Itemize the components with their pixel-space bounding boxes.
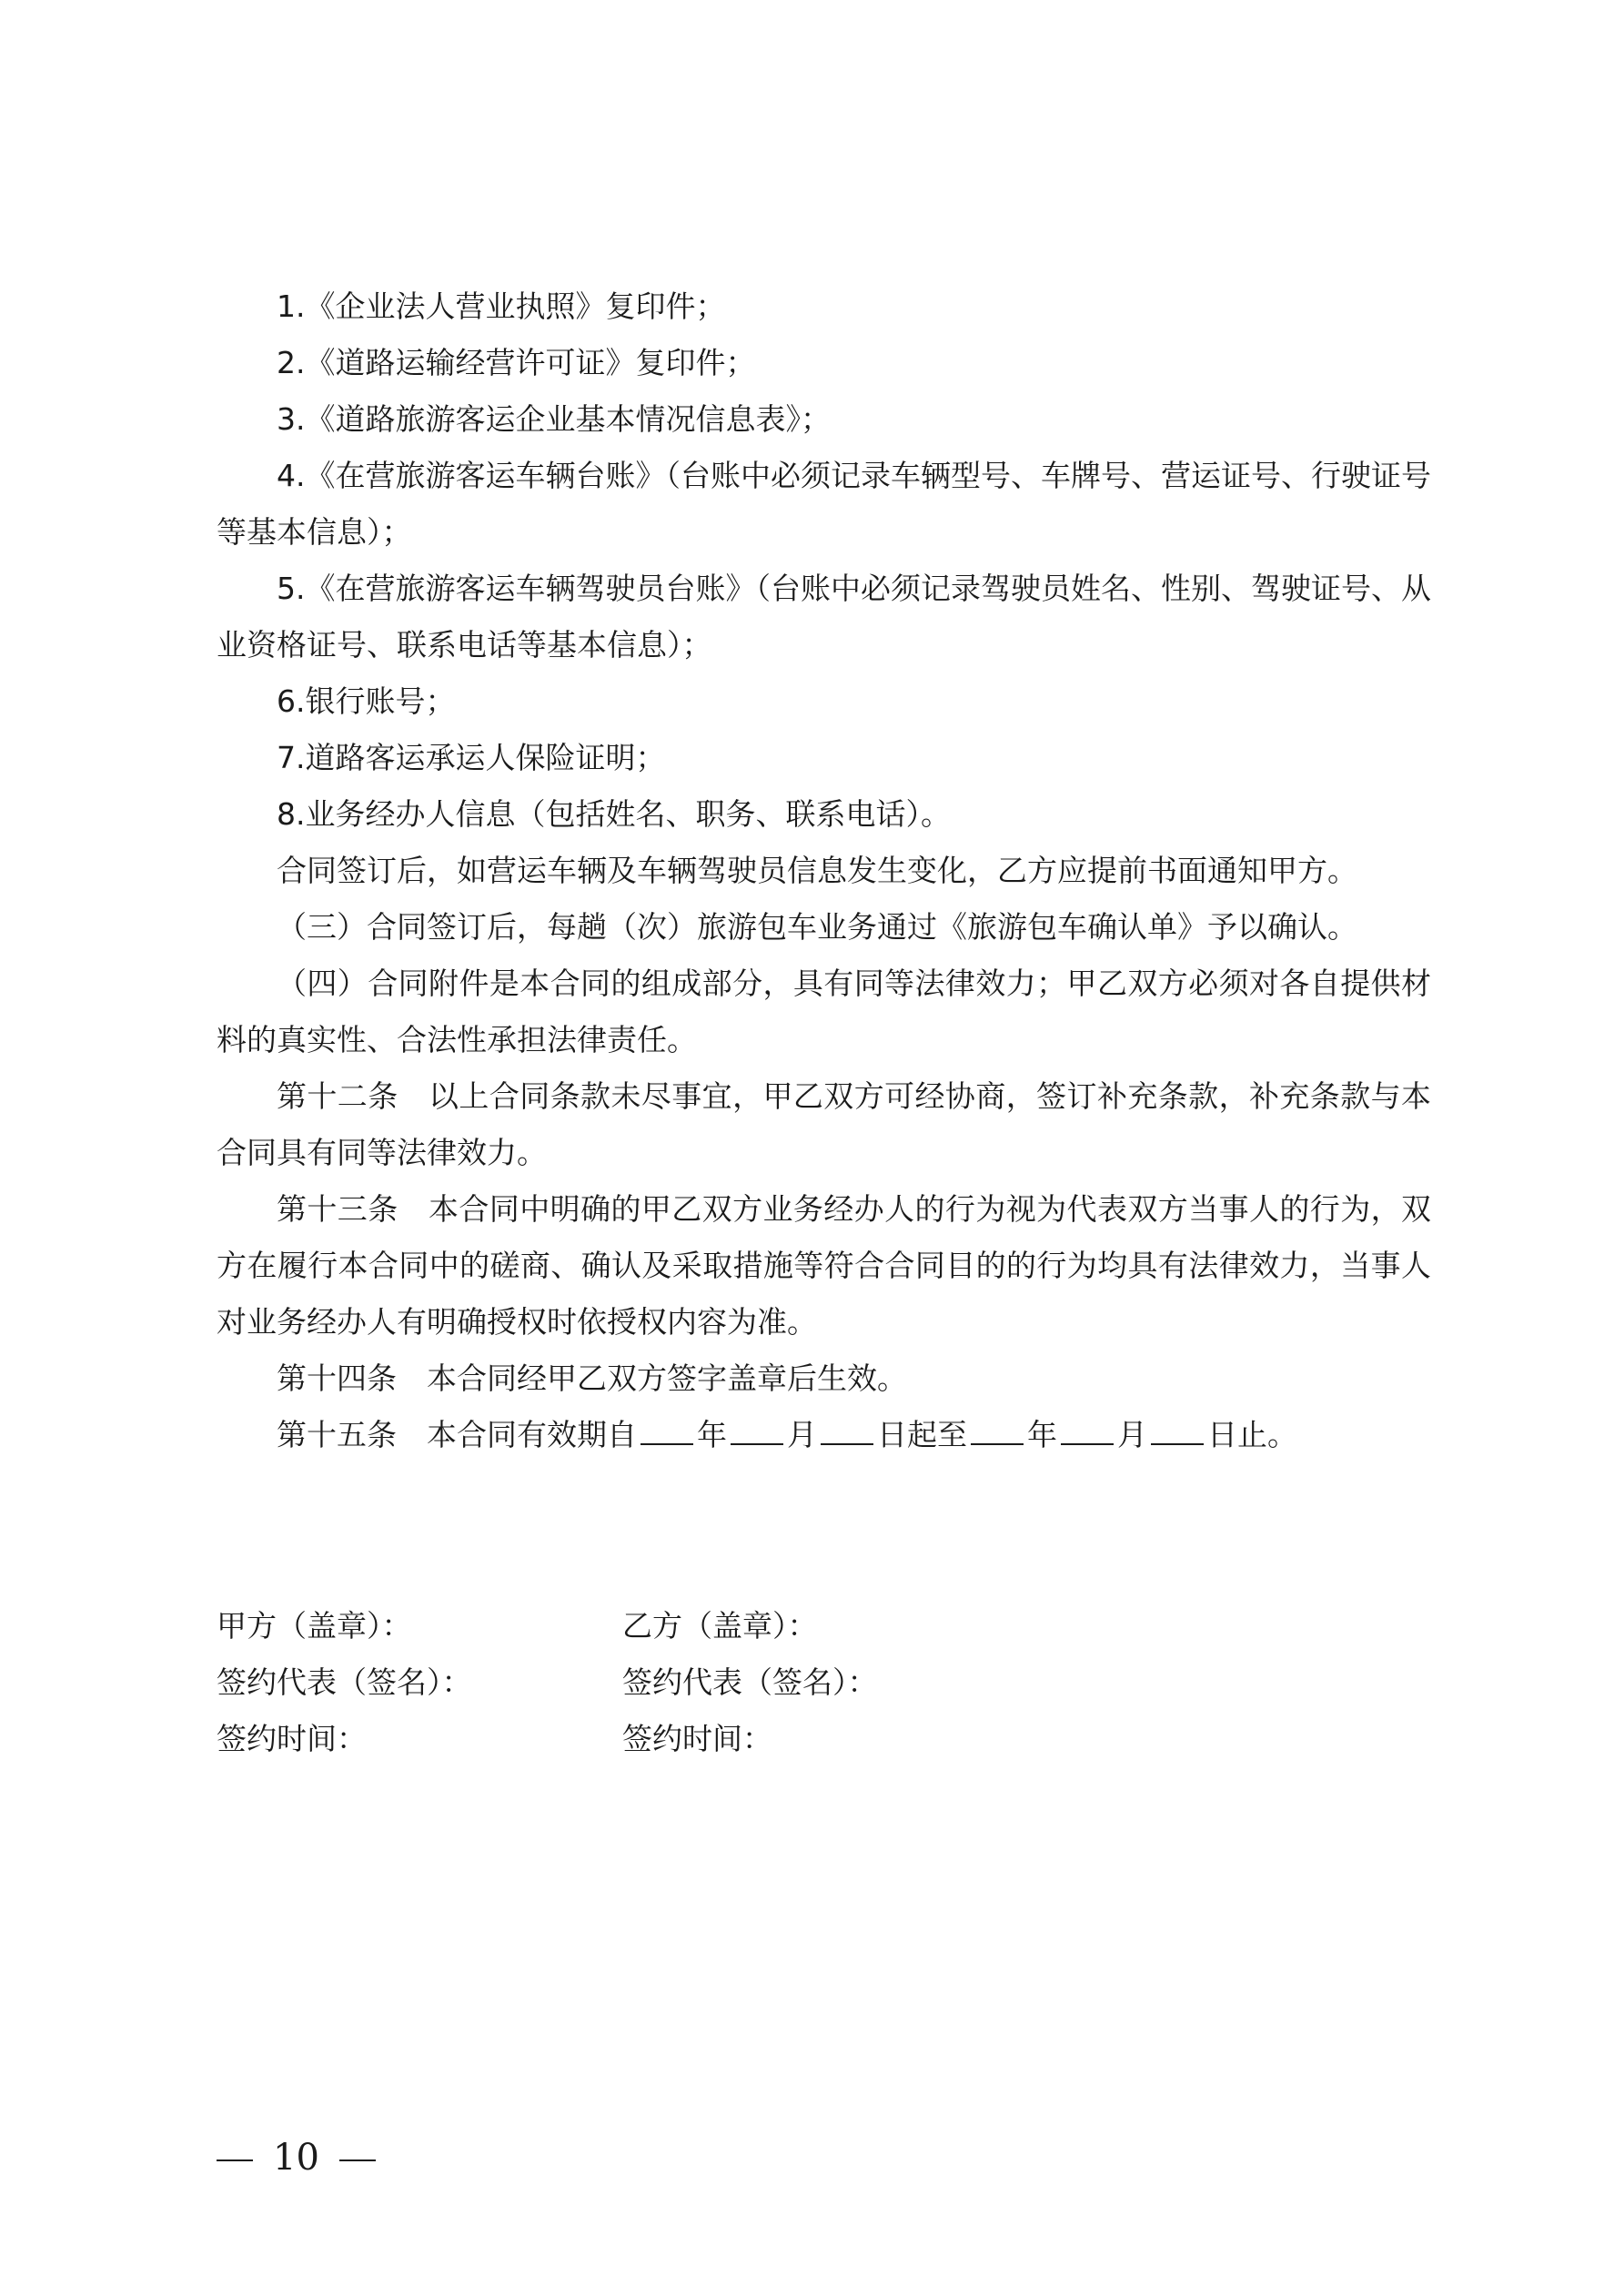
start-month-label: 月: [787, 1417, 817, 1452]
signature-block: [217, 1598, 1035, 1767]
page-number-footer: [217, 2137, 376, 2179]
end-month-blank: [1061, 1418, 1114, 1445]
end-year-blank: [971, 1418, 1024, 1445]
article-15: [217, 1407, 1431, 1463]
attachment-item-1: 1.《企业法人营业执照》复印件；: [277, 288, 726, 324]
end-day-blank: [1151, 1418, 1204, 1445]
party-b-time-label: 签约时间：: [622, 1721, 772, 1756]
article-14: 第十四条 本合同经甲乙双方签字盖章后生效。: [277, 1360, 907, 1396]
clause-section-4: （四）合同附件是本合同的组成部分，具有同等法律效力；甲乙双方必须对各自提供材料的真实性、合法性承担法律责任。: [217, 966, 1431, 1057]
attachment-item-6: 6.银行账号；: [277, 683, 456, 719]
start-month-blank: [731, 1418, 783, 1445]
seal-row: [217, 1598, 1035, 1654]
time-row: [217, 1711, 1035, 1767]
start-year-blank: [641, 1418, 693, 1445]
attachment-item-2: 2.《道路运输经营许可证》复印件；: [277, 345, 756, 380]
article-13: 第十三条 本合同中明确的甲乙双方业务经办人的行为视为代表双方当事人的行为，双方在履行本合同中的磋商、确认及采取措施等符合合同目的的行为均具有法律效力，当事人对业务经办人有明确授权时依授权内容为准。: [217, 1191, 1431, 1340]
end-year-label: 年: [1027, 1417, 1057, 1452]
article-15-prefix: 第十五条 本合同有效期自: [277, 1417, 637, 1452]
attachment-item-3: 3.《道路旅游客运企业基本情况信息表》；: [277, 401, 831, 437]
end-month-label: 月: [1117, 1417, 1147, 1452]
attachment-item-4: 4.《在营旅游客运车辆台账》（台账中必须记录车辆型号、车牌号、营运证号、行驶证号等基本信息）；: [217, 458, 1431, 550]
change-notice-paragraph: 合同签订后，如营运车辆及车辆驾驶员信息发生变化，乙方应提前书面通知甲方。: [277, 853, 1357, 888]
right-dash: [339, 2159, 376, 2161]
contract-body: [217, 278, 1431, 1463]
party-b-seal-label: 乙方（盖章）：: [622, 1608, 818, 1644]
clause-section-3: （三）合同签订后，每趟（次）旅游包车业务通过《旅游包车确认单》予以确认。: [277, 909, 1357, 945]
party-b-rep-label: 签约代表（签名）：: [622, 1664, 878, 1700]
representative-row: [217, 1654, 1035, 1711]
start-day-blank: [821, 1418, 873, 1445]
party-a-rep-label: 签约代表（签名）：: [217, 1664, 472, 1700]
start-year-label: 年: [697, 1417, 727, 1452]
party-a-seal-label: 甲方（盖章）：: [217, 1608, 412, 1644]
attachment-item-8: 8.业务经办人信息（包括姓名、职务、联系电话）。: [277, 796, 951, 832]
attachment-item-7: 7.道路客运承运人保险证明；: [277, 740, 666, 775]
party-a-time-label: 签约时间：: [217, 1721, 367, 1756]
attachment-item-5: 5.《在营旅游客运车辆驾驶员台账》（台账中必须记录驾驶员姓名、性别、驾驶证号、从业资格证号、联系电话等基本信息）；: [217, 571, 1431, 663]
end-day-label: 日止。: [1207, 1417, 1297, 1452]
left-dash: [217, 2159, 253, 2161]
article-12: 第十二条 以上合同条款未尽事宜，甲乙双方可经协商，签订补充条款，补充条款与本合同具有同等法律效力。: [217, 1078, 1431, 1170]
page-number: 10: [273, 2137, 319, 2179]
start-day-label: 日起至: [877, 1417, 967, 1452]
